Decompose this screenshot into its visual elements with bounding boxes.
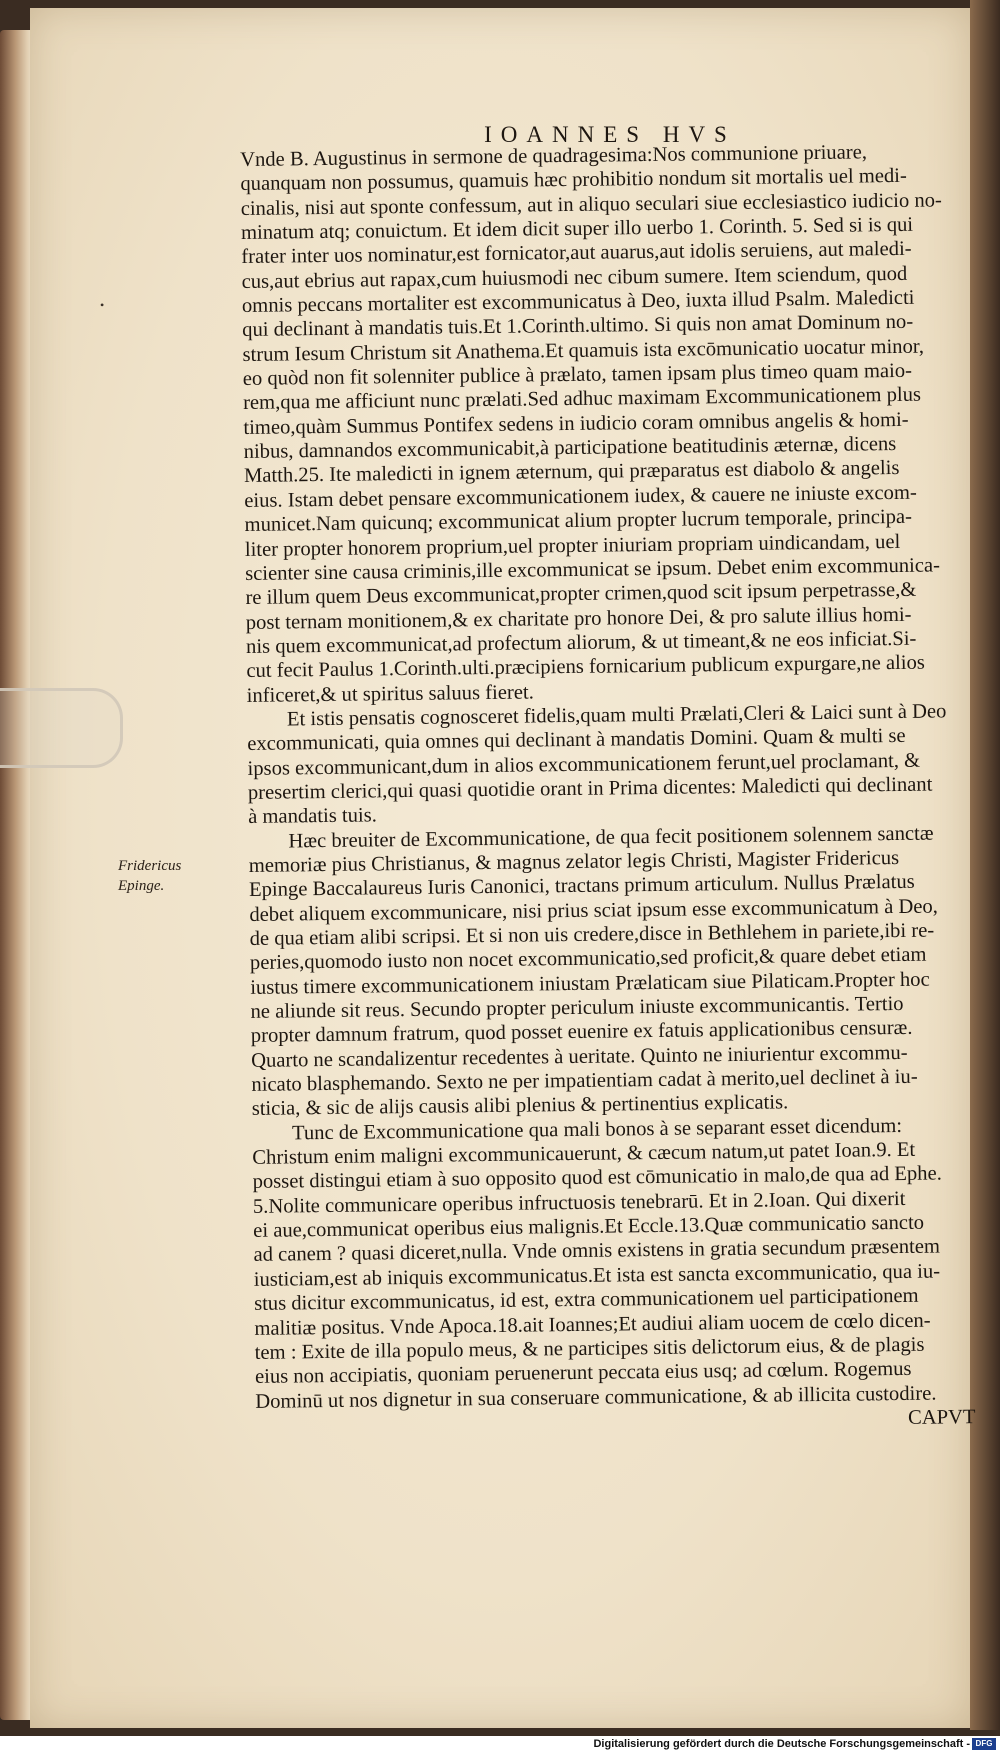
text-line: presertim clerici,qui quasi quotidie orant in Prima dicentes: Maledicti qui declinant [247,773,933,804]
text-line: sticia, & sic de alijs causis alibi plenius & pertinentius explicatis. [251,1091,789,1121]
text-line: omnis peccans mortaliter est excommunicatus à Deo, iuxta illud Psalm. Maledicti [241,286,915,318]
text-line: post ternam monitionem,& ex charitate pro honore Dei, & pro salute illius homi- [245,603,912,634]
text-line: quanquam non possumus, quamuis hæc prohibitio nondum sit mortalis uel medi- [240,165,907,196]
text-line: propter damnum fratrum, quod posset euenire ex fatuis applicationibus censuræ. [250,1017,913,1048]
text-line: à mandatis tuis. [248,804,378,829]
text-line: excommunicati, quia omnes qui declinant à mandatis Domini. Quam & multi se [247,725,906,756]
text-line: frater inter uos nominatur,est fornicator,aut auarus,aut idolis seruiens, aut maledi- [241,238,912,269]
margin-note [118,856,208,896]
text-line: timeo,quàm Summus Pontifex sedens in iudicio coram omnibus angelis & homi- [243,408,909,439]
text-line: 5.Nolite communicare operibus infructuosis tenebrarū. Et in 2.Ioan. Qui dixerit [252,1187,906,1218]
text-line: scienter sine causa criminis,ille excommunicat se ipsum. Debet enim excommunica- [245,554,941,585]
text-line: tem : Exite de illa populo meus, & ne participes sitis delictorum eius, & de plagis [254,1333,925,1364]
text-line: malitiæ positus. Vnde Apoca.18.ait Ioannes;Et audiui aliam uocem de cœlo dicen- [254,1309,931,1340]
text-line: nicato blasphemando. Sexto ne per impatientiam cadat à merito,uel declinet à iu- [251,1065,918,1096]
text-line: cut fecit Paulus 1.Corinth.ulti.præcipiens fornicarium publicum expurgare,ne alios [246,651,925,683]
paragraph [247,699,968,830]
catchword: CAPVT [907,1405,976,1429]
text-line: eius. Istam debet pensare excommunicationem iudex, & cauere ne iniuste excom- [244,481,917,512]
margin-dot: • [100,298,105,312]
text-line: ad canem ? quasi diceret,nulla. Vnde omnis existens in gratia secundum præsentem [253,1236,941,1267]
body-text [240,139,976,1438]
text-line: qui declinant à mandatis tuis.Et 1.Corinth.ultimo. Si quis non amat Dominum no- [242,311,914,342]
text-line: re illum quem Deus excommunicat,propter crimen,quod scit ipsum perpetrasse,& [245,578,917,610]
text-line: Christum enim maligni excommunicauerunt, & cæcum natum,ut patet Ioan.9. Et [252,1138,916,1170]
paragraph [252,1113,976,1414]
text-line: nibus, damnandos excommunicabit,à participatione beatitudinis æternæ, dicens [243,433,897,464]
text-line: municet.Nam quicunq; excommunicat alium propter lucrum temporale, principa- [244,505,913,537]
text-line: Epinge Baccalaureus Iuris Canonici, tractans primum articulum. Nullus Prælatus [248,871,915,902]
text-line: stus dicitur excommunicatus, id est, extra communicationem uel participationem [253,1284,919,1316]
text-line: ei aue,communicat operibus eius malignis.Et Eccle.13.Quæ communicatio sancto [253,1211,925,1243]
paragraph [248,821,972,1122]
text-line: Tunc de Excommunicatione qua mali bonos à se separant esset dicendum: [291,1114,903,1145]
text-line: debet aliquem excommunicare, nisi prius sciat ipsum esse excommunicatum à Deo, [249,895,939,926]
text-line: Dominū ut nos dignetur in sua conseruare communicatione, & ab illicita custodire. [255,1382,937,1413]
digitization-footer [0,1736,1000,1752]
book-page-edges [0,30,34,1720]
text-line: Matth.25. Ite maledicti in ignem æternum, qui præparatus est diabolo & angelis [243,457,900,488]
text-line: minatum atq; conuictum. Et idem dicit super illo uerbo 1. Corinth. 5. Sed si is qui [240,213,914,245]
page-clip [0,688,123,768]
paragraph [240,139,967,708]
book-gutter-shadow [970,0,1000,1730]
running-header: IOANNES HVS [484,122,736,147]
text-line: nis quem excommunicat,ad profectum aliorum, & ut timeant,& ne eos inficiat.Si- [245,627,917,658]
text-line: rem,qua me afficiunt nunc prælati.Sed adhuc maximam Excommunicationem plus [242,384,922,415]
text-line: posset distingui etiam à suo opposito quod est cōmunicatio in malo,de qua ad Ephe. [252,1162,942,1194]
funding-credit: Digitalisierung gefördert durch die Deutsche Forschungsgemeinschaft - [593,1738,970,1750]
text-line: Hæc breuiter de Excommunicatione, de qua fecit positionem solennem sanctæ [288,822,934,853]
margin-note-line: Fridericus [118,858,182,874]
text-line: ipsos excommunicant,dum in alios excommunicationem ferunt,uel proclamant, & [247,749,921,780]
text-line: Vnde B. Augustinus in sermone de quadragesima:Nos communione priuare, [240,141,868,171]
text-line: eo quòd non fit solenniter publice à prælato, tamen ipsam plus timeo quam maio- [242,359,913,391]
text-line: peries,quomodo iusto non nocet excommunicatio,sed proficit,& quare debet etiam [249,944,927,975]
text-line: iusticiam,est ab iniquis excommunicatus.Et ista est sancta excommunicatio, qua iu- [253,1260,941,1291]
text-line: iustus timere excommunicationem iniustam Prælaticam siue Pilaticam.Propter hoc [250,968,930,999]
text-line: de qua etiam alibi scripsi. Et si non uis credere,disce in Bethlehem in pariete,ibi re- [249,919,935,950]
text-line: inficeret,& ut spiritus saluus fieret. [246,681,534,707]
text-line: Et istis pensatis cognosceret fidelis,quam multi Prælati,Cleri & Laici sunt à Deo [286,700,947,731]
text-line: liter propter honorem proprium,uel propter iniuriam propriam uindicandam, uel [244,530,901,561]
text-line: Quarto ne scandalizentur recedentes à ueritate. Quinto ne iniurientur excommu- [251,1041,908,1072]
text-line: cus,aut ebrius aut rapax,cum huiusmodi nec cibum sumere. Item sciendum, quod [241,262,908,293]
text-line: memoriæ pius Christianus, & magnus zelator legis Christi, Magister Fridericus [248,846,900,877]
dfg-logo: DFG [972,1738,996,1750]
text-line: cinalis, nisi aut sponte confessum, aut in aliquo seculari siue ecclesiastico iudicio no- [240,189,942,220]
margin-note-line: Epinge. [118,878,165,894]
text-line: strum Iesum Christum sit Anathema.Et quamuis ista excōmunicatio uocatur minor, [242,335,925,366]
text-line: eius non accipiatis, quoniam peruenerunt peccata eius usq; ad cœlum. Rogemus [254,1358,912,1389]
text-line: ne aliunde sit reus. Secundo propter periculum iniuste excommunicantis. Tertio [250,992,904,1023]
